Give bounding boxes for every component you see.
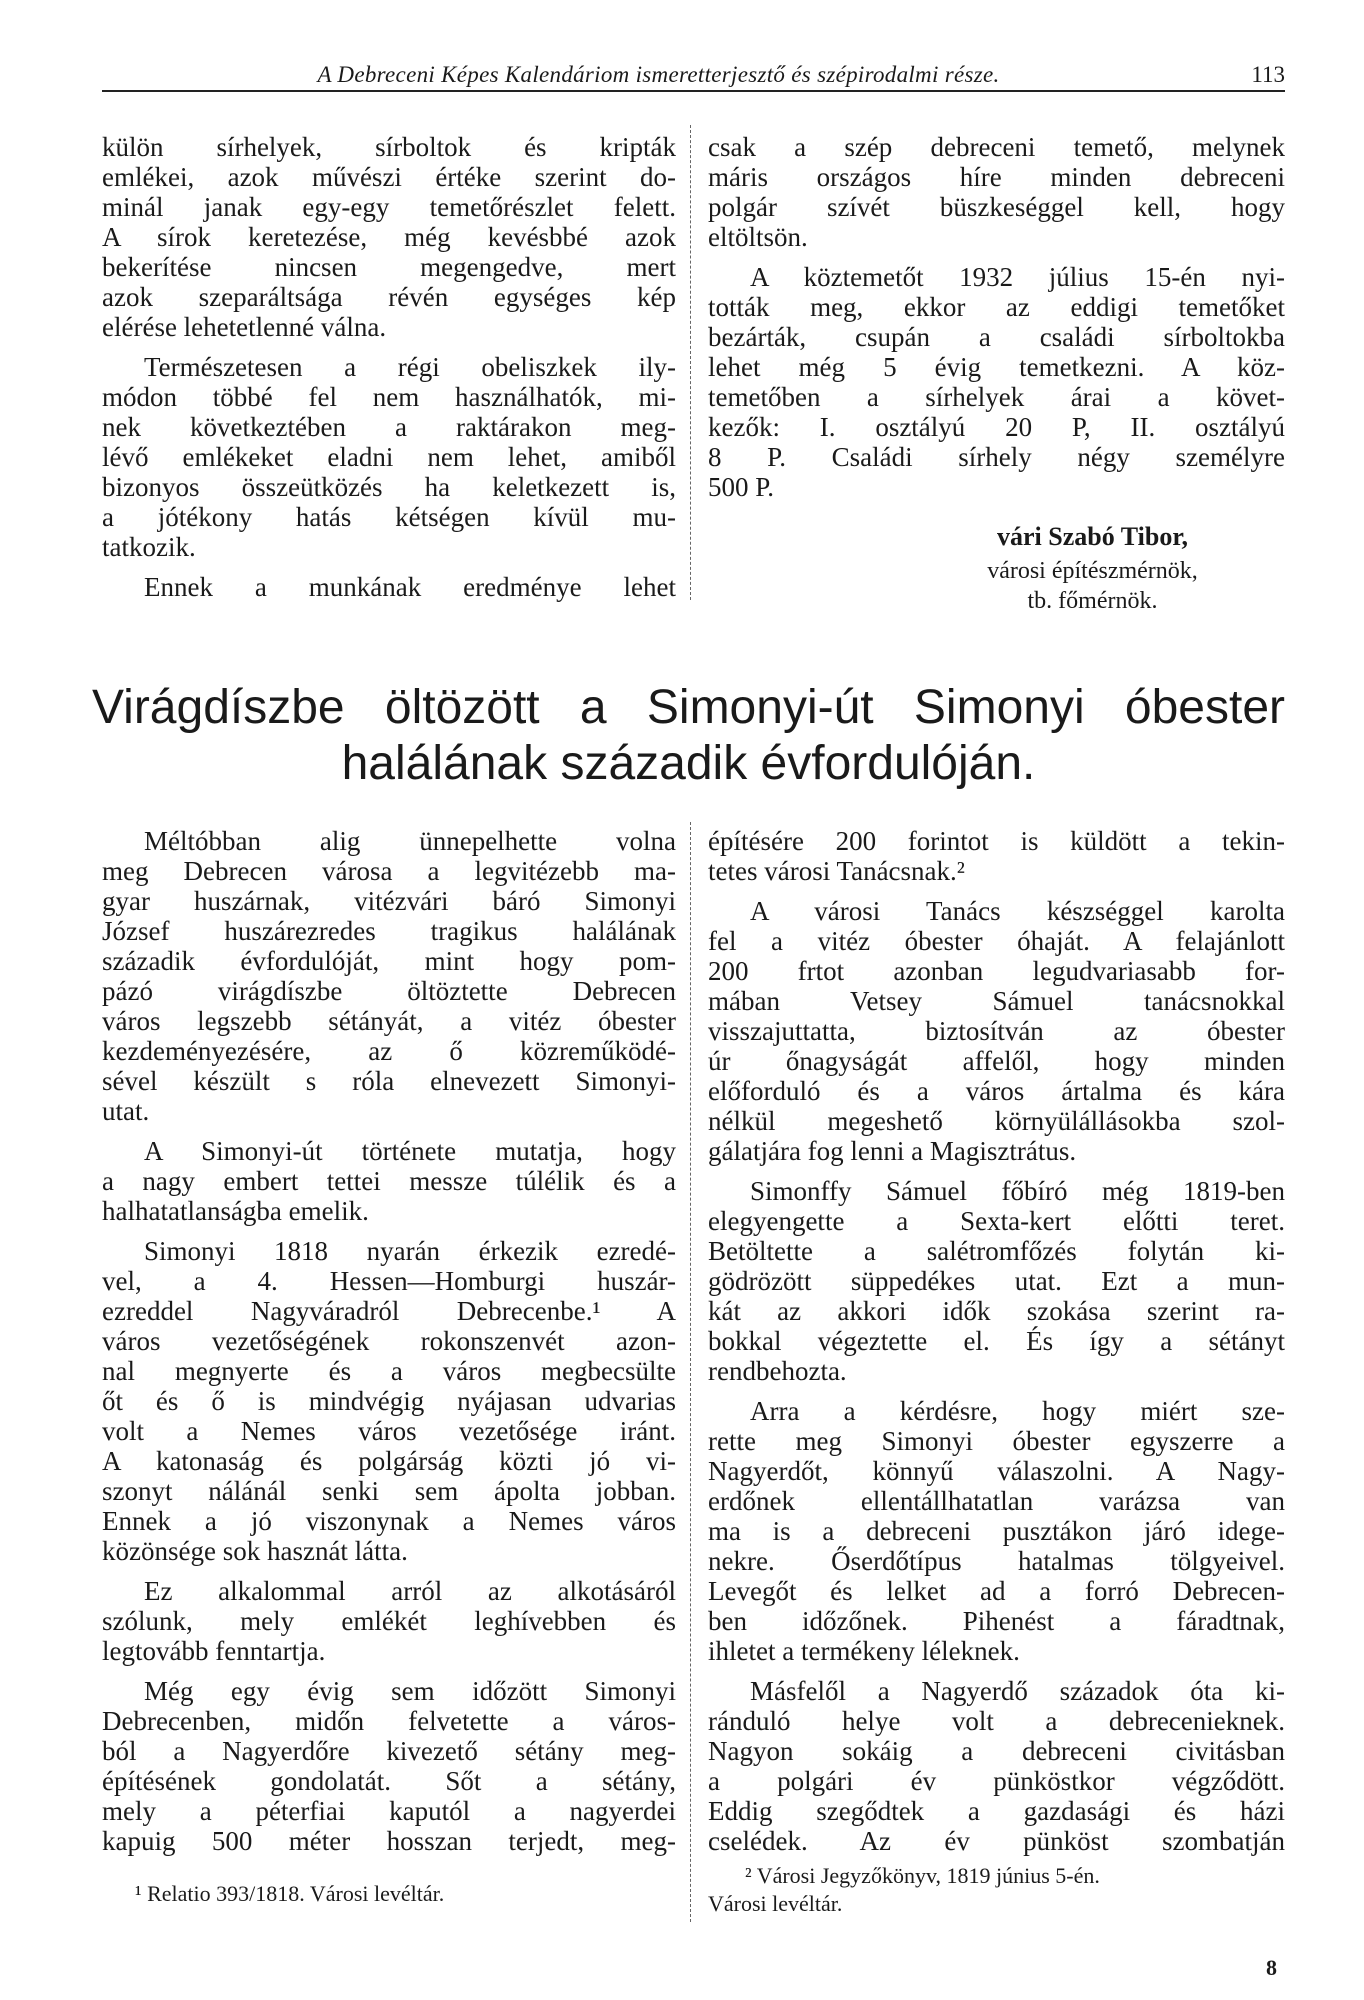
author-role: városi építészmérnök, xyxy=(987,558,1198,584)
text-line: temetőben a sírhelyek árai a követ- xyxy=(708,382,1285,412)
headline-line-1: Virágdíszbe öltözött a Simonyi-út Simonyi óbester xyxy=(92,681,1285,734)
paragraph xyxy=(102,826,676,1126)
text-line: A Simonyi-út története mutatja, hogy xyxy=(144,1136,676,1166)
top-right-column xyxy=(708,132,1285,502)
text-line: közönsége sok hasznát látta. xyxy=(102,1536,408,1566)
text-line: tatkozik. xyxy=(102,532,196,562)
text-line: Nagyon sokáig a debreceni civitásban xyxy=(708,1736,1285,1766)
text-line: 8 P. Családi sírhely négy személyre xyxy=(708,442,1285,472)
text-line: Nagyerdőt, könnyű válaszolni. A Nagy- xyxy=(708,1456,1285,1486)
top-left-column xyxy=(102,132,676,602)
text-line: elérése lehetetlenné válna. xyxy=(102,312,387,342)
paragraph xyxy=(102,1676,676,1856)
text-line: kát az akkori idők szokása szerint ra- xyxy=(708,1296,1285,1326)
text-line: őt és ő is mindvégig nyájasan udvarias xyxy=(102,1386,676,1416)
text-line: építésének gondolatát. Sőt a sétány, xyxy=(102,1766,676,1796)
text-line: Még egy évig sem időzött Simonyi xyxy=(144,1676,676,1706)
text-line: sével készült s róla elnevezett Simonyi- xyxy=(102,1066,676,1096)
page-number: 113 xyxy=(1251,62,1285,87)
text-line: előforduló és a város ártalma és kára xyxy=(708,1076,1285,1106)
paragraph xyxy=(708,1176,1285,1386)
paragraph xyxy=(708,896,1285,1166)
text-line: eltöltsön. xyxy=(708,222,808,252)
text-line: legtovább fenntartja. xyxy=(102,1636,326,1666)
text-line: Másfelől a Nagyerdő századok óta ki- xyxy=(750,1676,1285,1706)
text-line: a jótékony hatás kétségen kívül mu- xyxy=(102,502,676,532)
column-divider-article xyxy=(690,822,691,1922)
text-line: bizonyos összeütközés ha keletkezett is, xyxy=(102,472,676,502)
author-signature xyxy=(900,522,1285,616)
text-line: a polgári év pünköstkor végződött. xyxy=(708,1766,1285,1796)
text-line: Simonffy Sámuel főbíró még 1819-ben xyxy=(750,1176,1285,1206)
article-left-column xyxy=(102,826,676,1856)
footnote-1: ¹ Relatio 393/1818. Városi levéltár. xyxy=(135,1881,445,1906)
text-line: visszajuttatta, biztosítván az óbester xyxy=(708,1016,1285,1046)
text-line: Természetesen a régi obeliszkek ily- xyxy=(144,352,676,382)
text-line: századik évfordulóját, mint hogy pom- xyxy=(102,946,676,976)
text-line: tetes városi Tanácsnak.² xyxy=(708,856,965,886)
text-line: halhatatlanságba emelik. xyxy=(102,1196,369,1226)
paragraph xyxy=(102,1136,676,1226)
text-line: A köztemetőt 1932 július 15-én nyi- xyxy=(750,262,1285,292)
text-line: Levegőt és lelket ad a forró Debrecen- xyxy=(708,1576,1285,1606)
text-line: Ez alkalommal arról az alkotásáról xyxy=(144,1576,676,1606)
text-line: volt a Nemes város vezetősége iránt. xyxy=(102,1416,676,1446)
text-line: Debrecenben, midőn felvetette a város- xyxy=(102,1706,676,1736)
author-name: vári Szabó Tibor, xyxy=(997,522,1188,551)
text-line: erdőnek ellentállhatatlan varázsa van xyxy=(708,1486,1285,1516)
text-line: mában Vetsey Sámuel tanácsnokkal xyxy=(708,986,1285,1016)
text-line: fel a vitéz óbester óhaját. A felajánlott xyxy=(708,926,1285,956)
text-line: nélkül megeshető környülállásokba szol- xyxy=(708,1106,1285,1136)
text-line: elegyengette a Sexta-kert előtti teret. xyxy=(708,1206,1285,1236)
text-line: rette meg Simonyi óbester egyszerre a xyxy=(708,1426,1285,1456)
text-line: szólunk, mely emlékét leghívebben és xyxy=(102,1606,676,1636)
text-line: gödrözött süppedékes utat. Ezt a mun- xyxy=(708,1266,1285,1296)
text-line: úr őnagyságát affelől, hogy minden xyxy=(708,1046,1285,1076)
text-line: Méltóbban alig ünnepelhette volna xyxy=(144,826,676,856)
paragraph xyxy=(102,132,676,342)
text-line: bokkal végeztette el. És így a sétányt xyxy=(708,1326,1285,1356)
text-line: meg Debrecen városa a legvitézebb ma- xyxy=(102,856,676,886)
text-line: Betöltette a salétromfőzés folytán ki- xyxy=(708,1236,1285,1266)
text-line: szonyt nálánál senki sem ápolta jobban. xyxy=(102,1476,676,1506)
text-line: nek következtében a raktárakon meg- xyxy=(102,412,676,442)
text-line: azok szeparáltsága révén egységes kép xyxy=(102,282,676,312)
footnote-2-line-2: Városi levéltár. xyxy=(708,1891,843,1916)
column-divider-top xyxy=(690,125,691,600)
text-line: pázó virágdíszbe öltöztette Debrecen xyxy=(102,976,676,1006)
paragraph xyxy=(708,1396,1285,1666)
paragraph xyxy=(708,1676,1285,1856)
paragraph xyxy=(102,352,676,562)
text-line: mely a péterfiai kaputól a nagyerdei xyxy=(102,1796,676,1826)
text-line: nekre. Őserdőtípus hatalmas tölgyeivel. xyxy=(708,1546,1285,1576)
text-line: ezreddel Nagyváradról Debrecenbe.¹ A xyxy=(102,1296,676,1326)
text-line: módon többé fel nem használhatók, mi- xyxy=(102,382,676,412)
text-line: külön sírhelyek, sírboltok és kripták xyxy=(102,132,676,162)
text-line: bezárták, csupán a családi sírboltokba xyxy=(708,322,1285,352)
text-line: kezők: I. osztályú 20 P, II. osztályú xyxy=(708,412,1285,442)
text-line: Simonyi 1818 nyarán érkezik ezredé- xyxy=(144,1236,676,1266)
text-line: bekerítése nincsen megengedve, mert xyxy=(102,252,676,282)
paragraph xyxy=(708,826,1285,886)
text-line: minál janak egy-egy temetőrészlet felett. xyxy=(102,192,676,222)
paragraph xyxy=(102,1236,676,1566)
text-line: emlékei, azok művészi értéke szerint do- xyxy=(102,162,676,192)
text-line: 200 frtot azonban legudvariasabb for- xyxy=(708,956,1285,986)
text-line: Ennek a jó viszonynak a Nemes város xyxy=(102,1506,676,1536)
text-line: A városi Tanács készséggel karolta xyxy=(750,896,1285,926)
text-line: gálatjára fog lenni a Magisztrátus. xyxy=(708,1136,1077,1166)
text-line: Arra a kérdésre, hogy miért sze- xyxy=(750,1396,1285,1426)
text-line: kapuig 500 méter hosszan terjedt, meg- xyxy=(102,1826,676,1856)
text-line: gyar huszárnak, vitézvári báró Simonyi xyxy=(102,886,676,916)
text-line: máris országos híre minden debreceni xyxy=(708,162,1285,192)
text-line: a nagy embert tettei messze túlélik és a xyxy=(102,1166,676,1196)
article-right-column xyxy=(708,826,1285,1856)
paragraph xyxy=(708,262,1285,502)
running-head xyxy=(102,62,1285,92)
footnote-2-line-1: ² Városi Jegyzőkönyv, 1819 június 5-én. xyxy=(745,1863,1100,1888)
text-line: nal megnyerte és a város megbecsülte xyxy=(102,1356,676,1386)
text-line: Eddig szegődtek a gazdasági és házi xyxy=(708,1796,1285,1826)
text-line: város vezetőségének rokonszenvét azon- xyxy=(102,1326,676,1356)
text-line: tották meg, ekkor az eddigi temetőket xyxy=(708,292,1285,322)
text-line: lévő emlékeket eladni nem lehet, amiből xyxy=(102,442,676,472)
text-line: ben időzőnek. Pihenést a fáradtnak, xyxy=(708,1606,1285,1636)
folio-signature: 8 xyxy=(1266,1955,1277,1980)
text-line: cselédek. Az év pünköst szombatján xyxy=(708,1826,1285,1856)
text-line: építésére 200 forintot is küldött a tekin- xyxy=(708,826,1285,856)
text-line: utat. xyxy=(102,1096,150,1126)
text-line: ihletet a termékeny léleknek. xyxy=(708,1636,1020,1666)
text-line: kezdeményezésére, az ő közreműködé- xyxy=(102,1036,676,1066)
text-line: ma is a debreceni pusztákon járó idege- xyxy=(708,1516,1285,1546)
paragraph xyxy=(708,132,1285,252)
paragraph xyxy=(102,1576,676,1666)
text-line: József huszárezredes tragikus halálának xyxy=(102,916,676,946)
text-line: 500 P. xyxy=(708,472,775,502)
text-line: A sírok keretezése, még kevésbbé azok xyxy=(102,222,676,252)
text-line: lehet még 5 évig temetkezni. A köz- xyxy=(708,352,1285,382)
running-head-title: A Debreceni Képes Kalendáriom ismeretterjesztő és szépirodalmi része. xyxy=(317,62,1000,87)
text-line: ránduló helye volt a debrecenieknek. xyxy=(708,1706,1285,1736)
author-title: tb. főmérnök. xyxy=(1027,588,1158,614)
text-line: Ennek a munkának eredménye lehet xyxy=(144,572,676,602)
text-line: csak a szép debreceni temető, melynek xyxy=(708,132,1285,162)
text-line: ból a Nagyerdőre kivezető sétány meg- xyxy=(102,1736,676,1766)
article-headline xyxy=(92,680,1285,792)
text-line: A katonaság és polgárság közti jó vi- xyxy=(102,1446,676,1476)
text-line: polgár szívét büszkeséggel kell, hogy xyxy=(708,192,1285,222)
paragraph xyxy=(102,572,676,602)
text-line: város legszebb sétányát, a vitéz óbester xyxy=(102,1006,676,1036)
text-line: vel, a 4. Hessen—Homburgi huszár- xyxy=(102,1266,676,1296)
headline-line-2: halálának századik évfordulóján. xyxy=(341,737,1036,790)
text-line: rendbehozta. xyxy=(708,1356,847,1386)
